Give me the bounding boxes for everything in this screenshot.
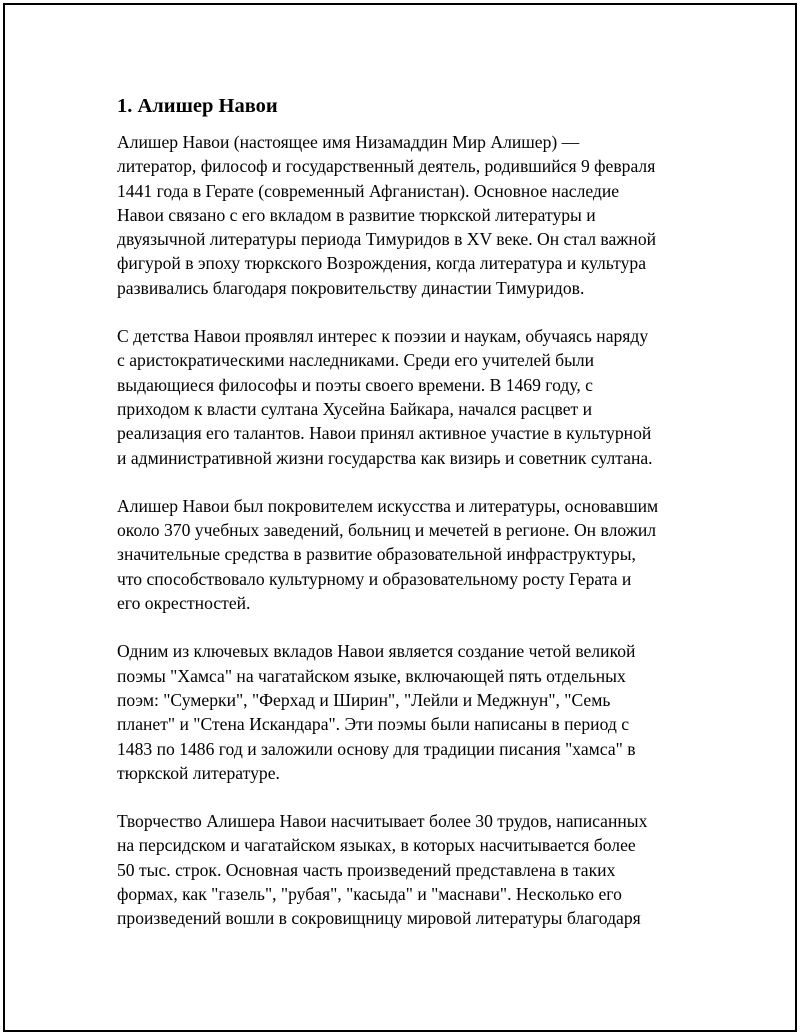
text-line: Алишер Навои (настоящее имя Низамаддин Мир Алишер) — xyxy=(117,132,580,152)
paragraph xyxy=(117,324,697,470)
text-line: формах, как "газель", "рубая", "касыда" и "маснави". Несколько его xyxy=(117,884,622,905)
text-line: развивались благодаря покровительству династии Тимуридов. xyxy=(117,277,585,298)
text-line: двуязычной литературы периода Тимуридов в XV веке. Он стал важной xyxy=(117,229,657,250)
text-line: поэм: "Сумерки", "Ферхад и Ширин", "Лейли и Меджнун", "Семь xyxy=(117,689,611,710)
text-line: что способствовало культурному и образовательному росту Герата и xyxy=(117,568,632,589)
text-line: около 370 учебных заведений, больниц и мечетей в регионе. Он вложил xyxy=(117,520,657,541)
text-line: поэмы "Хамса" на чагатайском языке, включающей пять отдельных xyxy=(117,665,626,686)
text-line: тюркской литературе. xyxy=(117,762,280,783)
text-line: приходом к власти султана Хусейна Байкара, начался расцвет и xyxy=(117,398,593,419)
text-line: с аристократическими наследниками. Среди его учителей были xyxy=(117,350,595,371)
text-line: Алишер Навои был покровителем искусства и литературы, основавшим xyxy=(117,495,659,516)
text-line: реализация его талантов. Навои принял активное участие в культурной xyxy=(117,423,652,444)
document-body xyxy=(117,92,697,955)
text-line: 1441 года в Герате (современный Афганистан). Основное наследие xyxy=(117,180,620,201)
paragraph-list xyxy=(117,130,697,931)
text-line: 1483 по 1486 год и заложили основу для традиции писания "хамса" в xyxy=(117,738,636,759)
paragraph xyxy=(117,494,697,615)
text-line: литератор, философ и государственный деятель, родившийся 9 февраля xyxy=(117,156,656,177)
section-title: 1. Алишер Навои xyxy=(117,95,278,117)
text-line: его окрестностей. xyxy=(117,593,251,614)
paragraph xyxy=(117,130,697,300)
text-line: Творчество Алишера Навои насчитывает более 30 трудов, написанных xyxy=(117,811,648,832)
text-line: Навои связано с его вкладом в развитие тюркской литературы и xyxy=(117,204,596,225)
text-line: значительные средства в развитие образовательной инфраструктуры, xyxy=(117,544,636,565)
paragraph xyxy=(117,809,697,930)
paragraph xyxy=(117,639,697,785)
text-line: выдающиеся философы и поэты своего времени. В 1469 году, с xyxy=(117,374,593,395)
text-line: фигурой в эпоху тюркского Возрождения, когда литература и культура xyxy=(117,253,647,274)
text-line: 50 тыс. строк. Основная часть произведений представлена в таких xyxy=(117,859,616,880)
text-line: на персидском и чагатайском языках, в которых насчитывается более xyxy=(117,835,636,856)
text-line: планет" и "Стена Искандара". Эти поэмы были написаны в период с xyxy=(117,714,630,735)
text-line: Одним из ключевых вкладов Навои является создание четой великой xyxy=(117,641,636,662)
text-line: и административной жизни государства как визирь и советник султана. xyxy=(117,447,653,468)
text-line: С детства Навои проявлял интерес к поэзии и наукам, обучаясь наряду xyxy=(117,326,649,347)
text-line: произведений вошли в сокровищницу мировой литературы благодаря xyxy=(117,908,641,929)
